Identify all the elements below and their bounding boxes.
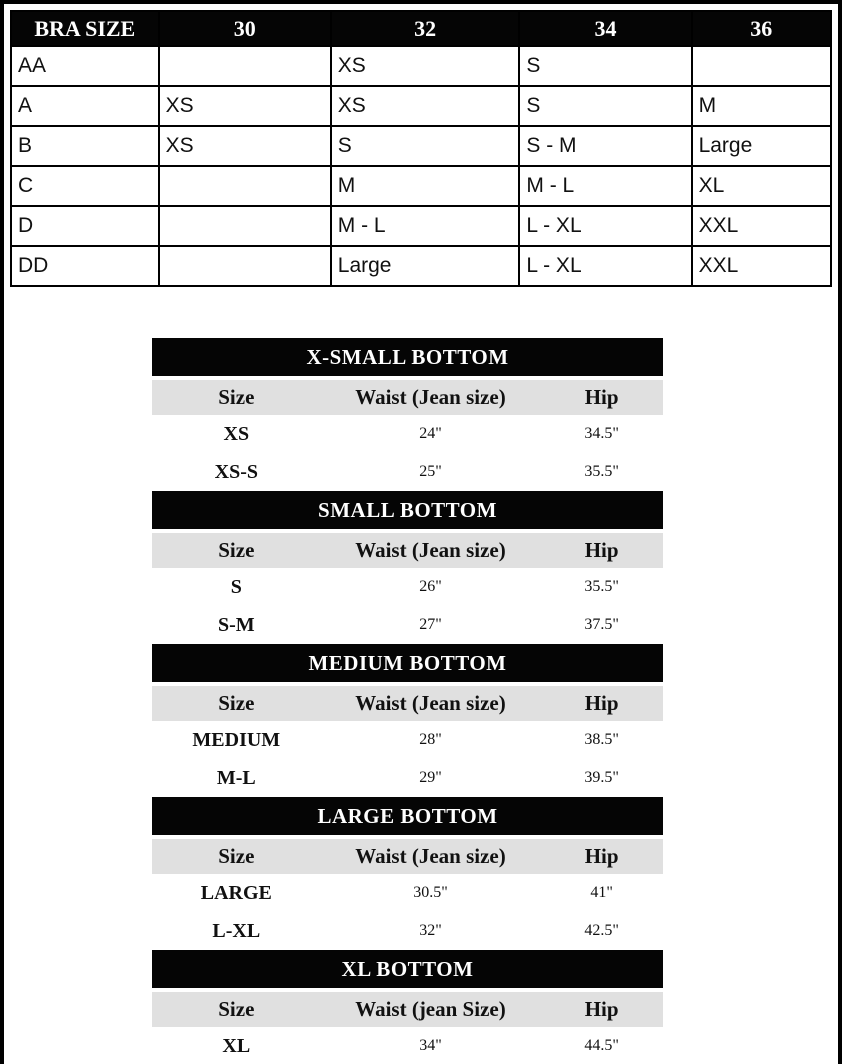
hip-value: 39.5" xyxy=(584,769,619,786)
bra-cell: XS xyxy=(159,86,331,126)
bra-cell: L - XL xyxy=(519,206,691,246)
bra-row-label: AA xyxy=(11,46,159,86)
table-row xyxy=(152,912,663,950)
header-waist: Waist (Jean size) xyxy=(355,538,506,562)
table-title: XL BOTTOM xyxy=(152,950,663,988)
size-value: S-M xyxy=(217,613,255,636)
size-value: LARGE xyxy=(200,881,272,904)
bra-cell: Large xyxy=(331,246,520,286)
header-size: Size xyxy=(218,997,255,1021)
table-header-row xyxy=(152,839,663,874)
header-hip: Hip xyxy=(584,691,619,715)
header-hip: Hip xyxy=(584,538,619,562)
table-row xyxy=(152,874,663,912)
hip-value: 35.5" xyxy=(584,578,619,595)
table-title: MEDIUM BOTTOM xyxy=(152,644,663,682)
bra-cell: S - M xyxy=(519,126,691,166)
bra-row-label: B xyxy=(11,126,159,166)
bra-cell xyxy=(692,46,831,86)
table-header-row xyxy=(152,380,663,415)
waist-value: 27" xyxy=(419,616,442,633)
bra-size-table xyxy=(10,10,832,287)
table-row xyxy=(11,246,831,286)
header-size: Size xyxy=(218,385,255,409)
hip-value: 38.5" xyxy=(584,731,619,748)
table-row xyxy=(152,721,663,759)
hip-value: 34.5" xyxy=(584,425,619,442)
bottom-table-small xyxy=(152,491,663,644)
bra-cell: S xyxy=(519,46,691,86)
bra-cell: XS xyxy=(331,46,520,86)
bottom-table-medium xyxy=(152,644,663,797)
bra-cell: XS xyxy=(159,126,331,166)
bra-cell: M xyxy=(331,166,520,206)
bra-cell: M - L xyxy=(519,166,691,206)
table-header-row xyxy=(152,533,663,568)
waist-value: 29" xyxy=(419,769,442,786)
size-value: MEDIUM xyxy=(192,728,281,751)
waist-value: 24" xyxy=(419,425,442,442)
hip-value: 41" xyxy=(590,884,613,901)
waist-value: 32" xyxy=(419,922,442,939)
header-waist: Waist (Jean size) xyxy=(355,385,506,409)
bra-cell: M xyxy=(692,86,831,126)
bra-cell xyxy=(159,46,331,86)
table-header-row xyxy=(152,686,663,721)
bra-header-32: 32 xyxy=(331,11,520,46)
bra-cell: Large xyxy=(692,126,831,166)
bra-cell xyxy=(159,206,331,246)
bra-cell: S xyxy=(331,126,520,166)
table-row xyxy=(152,415,663,453)
header-hip: Hip xyxy=(584,997,619,1021)
bottom-table-large xyxy=(152,797,663,950)
size-value: XS-S xyxy=(214,460,258,483)
table-header-row xyxy=(152,992,663,1027)
bra-row-label: D xyxy=(11,206,159,246)
bra-header-36: 36 xyxy=(692,11,831,46)
header-hip: Hip xyxy=(584,844,619,868)
bra-header-bra-size: BRA SIZE xyxy=(11,11,159,46)
size-value: XS xyxy=(223,422,250,445)
bra-row-label: DD xyxy=(11,246,159,286)
hip-value: 44.5" xyxy=(584,1037,619,1054)
table-row xyxy=(152,759,663,797)
bra-cell: M - L xyxy=(331,206,520,246)
bra-cell: L - XL xyxy=(519,246,691,286)
table-title: SMALL BOTTOM xyxy=(152,491,663,529)
bra-cell: XL xyxy=(692,166,831,206)
bra-row-label: C xyxy=(11,166,159,206)
table-row xyxy=(11,46,831,86)
table-title: X-SMALL BOTTOM xyxy=(152,338,663,376)
waist-value: 26" xyxy=(419,578,442,595)
table-row xyxy=(152,453,663,491)
bottom-tables xyxy=(152,338,663,1064)
table-row xyxy=(152,1027,663,1064)
header-hip: Hip xyxy=(584,385,619,409)
size-value: S xyxy=(230,575,242,598)
bottom-table-xsmall xyxy=(152,338,663,491)
waist-value: 34" xyxy=(419,1037,442,1054)
bra-cell xyxy=(159,246,331,286)
bra-cell: S xyxy=(519,86,691,126)
size-value: L-XL xyxy=(212,919,261,942)
bra-row-label: A xyxy=(11,86,159,126)
table-row xyxy=(11,86,831,126)
bra-cell: XXL xyxy=(692,206,831,246)
bra-cell xyxy=(159,166,331,206)
waist-value: 25" xyxy=(419,463,442,480)
header-size: Size xyxy=(218,691,255,715)
size-value: M-L xyxy=(216,766,256,789)
header-waist: Waist (Jean size) xyxy=(355,844,506,868)
header-size: Size xyxy=(218,538,255,562)
hip-value: 42.5" xyxy=(584,922,619,939)
header-waist: Waist (Jean size) xyxy=(355,691,506,715)
bra-header-34: 34 xyxy=(519,11,691,46)
hip-value: 35.5" xyxy=(584,463,619,480)
table-row xyxy=(11,126,831,166)
table-title: LARGE BOTTOM xyxy=(152,797,663,835)
header-waist: Waist (jean Size) xyxy=(355,997,506,1021)
size-value: XL xyxy=(222,1034,251,1057)
table-row xyxy=(152,606,663,644)
bra-cell: XS xyxy=(331,86,520,126)
bra-cell: XXL xyxy=(692,246,831,286)
bra-header-30: 30 xyxy=(159,11,331,46)
bra-table-header-row xyxy=(11,11,831,46)
table-row xyxy=(11,166,831,206)
table-row xyxy=(152,568,663,606)
waist-value: 28" xyxy=(419,731,442,748)
waist-value: 30.5" xyxy=(413,884,448,901)
header-size: Size xyxy=(218,844,255,868)
bottom-table-xl xyxy=(152,950,663,1064)
table-row xyxy=(11,206,831,246)
hip-value: 37.5" xyxy=(584,616,619,633)
